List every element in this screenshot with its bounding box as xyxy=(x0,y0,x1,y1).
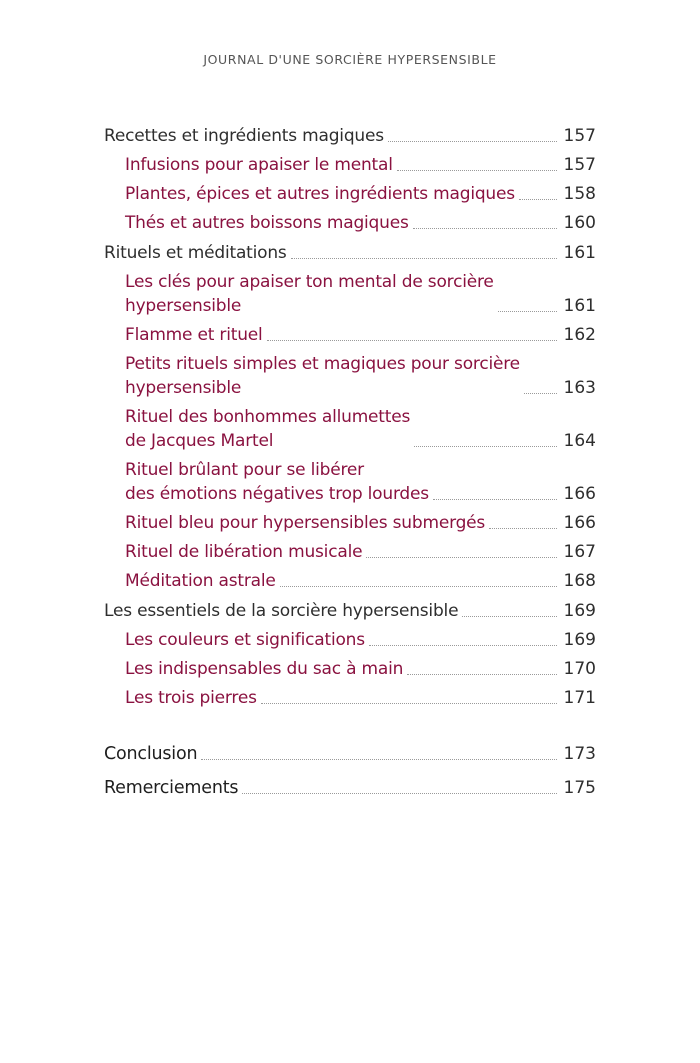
toc-entry-title: Conclusion xyxy=(104,744,198,764)
toc-subentry[interactable] xyxy=(104,323,596,347)
toc-section-essentiels xyxy=(104,599,596,710)
toc-subentry-page: 161 xyxy=(563,296,596,316)
toc-subentry-page: 158 xyxy=(563,184,596,204)
toc-subentry[interactable] xyxy=(104,657,596,681)
toc-subentry[interactable] xyxy=(104,405,596,453)
toc-subentry-page: 168 xyxy=(563,571,596,591)
title-line-2: hypersensible xyxy=(125,296,242,316)
toc-subentry-page: 163 xyxy=(563,378,596,398)
toc-entry-page: 169 xyxy=(563,601,596,621)
toc-entry-title: Rituels et méditations xyxy=(104,243,287,263)
toc-entry[interactable] xyxy=(104,241,596,265)
dot-leader xyxy=(489,527,557,529)
dot-leader xyxy=(366,556,557,558)
toc-subentry-page: 162 xyxy=(563,325,596,345)
title-line-1: Rituel brûlant pour se libérer xyxy=(125,460,364,480)
toc-subentry-title: Plantes, épices et autres ingrédients magiques xyxy=(125,184,515,204)
title-line-2: de Jacques Martel xyxy=(125,431,274,451)
dot-leader xyxy=(261,702,557,704)
dot-leader xyxy=(519,198,557,200)
dot-leader xyxy=(524,392,557,394)
toc-section-rituels xyxy=(104,241,596,593)
toc-subentry-title: Rituel bleu pour hypersensibles submergés xyxy=(125,513,486,533)
dot-leader xyxy=(201,758,557,760)
toc-subentry[interactable] xyxy=(104,628,596,652)
dot-leader xyxy=(369,644,557,646)
dot-leader xyxy=(414,445,557,447)
toc-subentry-page: 164 xyxy=(563,431,596,451)
dot-leader xyxy=(280,585,557,587)
dot-leader xyxy=(407,673,557,675)
toc-subentry[interactable] xyxy=(104,569,596,593)
toc-subentry[interactable] xyxy=(104,458,596,506)
dot-leader xyxy=(267,339,557,341)
toc-entry-page: 157 xyxy=(563,126,596,146)
toc-subentry-page: 167 xyxy=(563,542,596,562)
dot-leader xyxy=(462,615,557,617)
toc-entry[interactable] xyxy=(104,124,596,148)
toc-subentry-title: Infusions pour apaiser le mental xyxy=(125,155,393,175)
dot-leader xyxy=(498,310,557,312)
toc-subentry[interactable] xyxy=(104,270,596,318)
toc-subentry-page: 166 xyxy=(563,513,596,533)
toc-subentry-title xyxy=(125,458,429,506)
toc-subentry-page: 169 xyxy=(563,630,596,650)
dot-leader xyxy=(413,227,557,229)
spacer xyxy=(104,716,596,742)
toc-entry-page: 175 xyxy=(563,778,596,798)
toc-subentry-title: Flamme et rituel xyxy=(125,325,263,345)
toc-subentry-title: Rituel de libération musicale xyxy=(125,542,363,562)
toc-entry-conclusion[interactable] xyxy=(104,742,596,766)
toc-subentry[interactable] xyxy=(104,511,596,535)
toc-subentry[interactable] xyxy=(104,540,596,564)
title-line-1: Rituel des bonhommes allumettes xyxy=(125,407,411,427)
toc-entry-title: Remerciements xyxy=(104,778,239,798)
toc-subentry-page: 160 xyxy=(563,213,596,233)
toc-subentry-title xyxy=(125,405,410,453)
toc-subentry[interactable] xyxy=(104,153,596,177)
toc-subentry[interactable] xyxy=(104,352,596,400)
toc-entry-page: 173 xyxy=(563,744,596,764)
title-line-2: des émotions négatives trop lourdes xyxy=(125,484,429,504)
title-line-2: hypersensible xyxy=(125,378,242,398)
toc-subentry-title: Méditation astrale xyxy=(125,571,276,591)
toc-entry-title: Les essentiels de la sorcière hypersensible xyxy=(104,601,459,621)
toc-subentry-page: 170 xyxy=(563,659,596,679)
toc-subentry-page: 166 xyxy=(563,484,596,504)
dot-leader xyxy=(397,169,557,171)
toc-entry[interactable] xyxy=(104,599,596,623)
dot-leader xyxy=(242,792,557,794)
table-of-contents xyxy=(104,124,596,810)
dot-leader xyxy=(291,257,557,259)
toc-entry-title: Recettes et ingrédients magiques xyxy=(104,126,384,146)
toc-subentry-title: Les couleurs et significations xyxy=(125,630,365,650)
toc-subentry-title: Les trois pierres xyxy=(125,688,257,708)
toc-subentry[interactable] xyxy=(104,182,596,206)
toc-subentry[interactable] xyxy=(104,211,596,235)
toc-subentry-title xyxy=(125,270,494,318)
toc-entry-remerciements[interactable] xyxy=(104,776,596,800)
toc-subentry[interactable] xyxy=(104,686,596,710)
title-line-1: Les clés pour apaiser ton mental de sorcière xyxy=(125,272,494,292)
toc-subentry-page: 157 xyxy=(563,155,596,175)
dot-leader xyxy=(433,498,557,500)
toc-subentry-page: 171 xyxy=(563,688,596,708)
toc-subentry-title: Les indispensables du sac à main xyxy=(125,659,404,679)
title-line-1: Petits rituels simples et magiques pour sorcière xyxy=(125,354,520,374)
toc-section-recettes xyxy=(104,124,596,235)
dot-leader xyxy=(388,140,557,142)
running-head: JOURNAL D'UNE SORCIÈRE HYPERSENSIBLE xyxy=(203,52,497,67)
toc-entry-page: 161 xyxy=(563,243,596,263)
toc-subentry-title xyxy=(125,352,520,400)
toc-subentry-title: Thés et autres boissons magiques xyxy=(125,213,409,233)
